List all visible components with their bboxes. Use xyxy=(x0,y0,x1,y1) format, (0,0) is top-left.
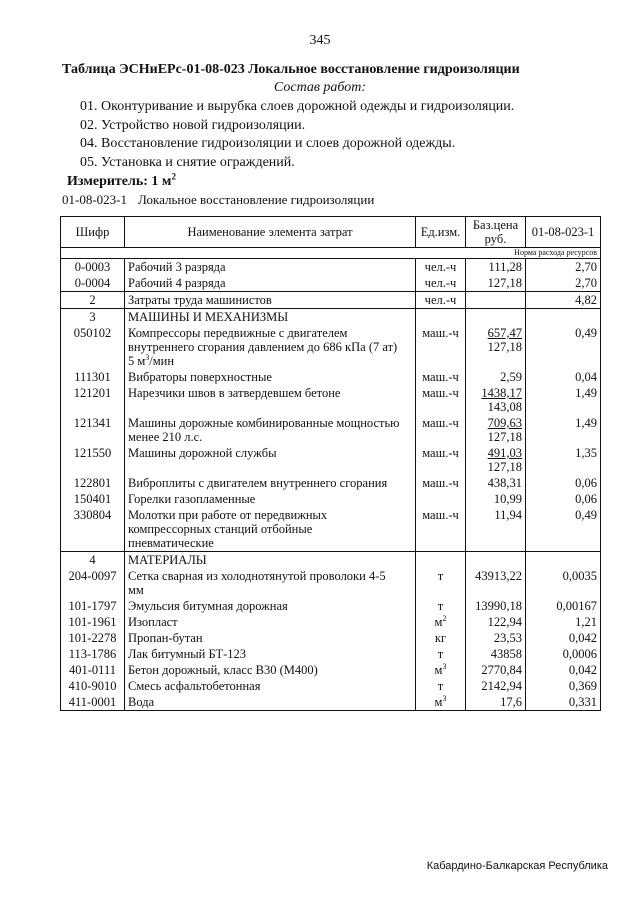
table-row xyxy=(61,678,601,694)
header-price-line2: руб. xyxy=(484,232,507,246)
table-row xyxy=(61,369,601,385)
cell-price: 491,03 127,18 xyxy=(466,445,526,475)
cell-value: 0,042 xyxy=(526,662,601,678)
cell-value: 0,49 xyxy=(526,325,601,369)
page-number: 345 xyxy=(309,33,331,48)
cell-price: 43858 xyxy=(466,646,526,662)
cell-price: 2142,94 xyxy=(466,678,526,694)
cell-name: Изопласт xyxy=(125,614,416,630)
cell-name: Молотки при работе от передвижных компрессорных станций отбойные пневматические xyxy=(125,507,416,552)
table-title: Таблица ЭСНиЕРс-01-08-023 Локальное восстановление гидроизоляции xyxy=(62,62,520,77)
cell-name: Рабочий 4 разряда xyxy=(125,275,416,292)
cell-unit: маш.-ч xyxy=(416,325,466,369)
cell-unit: $м^2$ xyxy=(416,614,466,630)
subtitle-code: 01-08-023-1 xyxy=(62,192,127,207)
header-name: Наименование элемента затрат xyxy=(125,217,416,248)
cell-name: Компрессоры передвижные с двигателем внутреннего сгорания давлением до 686 кПа (7 ат) 5 $м^3$/мин xyxy=(125,325,416,369)
cell-code: 101-1961 xyxy=(61,614,125,630)
cell-code: 101-2278 xyxy=(61,630,125,646)
cell-price: 13990,18 xyxy=(466,598,526,614)
cell-code: 121341 xyxy=(61,415,125,445)
table-row xyxy=(61,445,601,475)
resources-table xyxy=(60,216,601,711)
cell-price: 122,94 xyxy=(466,614,526,630)
cell-value: 2,70 xyxy=(526,275,601,292)
cell-code: 204-0097 xyxy=(61,568,125,598)
work-item: 01. Оконтуривание и вырубка слоев дорожной одежды и гидроизоляции. xyxy=(80,99,515,114)
cell-name: Нарезчики швов в затвердевшем бетоне xyxy=(125,385,416,415)
cell-name: Пропан-бутан xyxy=(125,630,416,646)
table-row xyxy=(61,630,601,646)
section-name: МАТЕРИАЛЫ xyxy=(125,552,416,569)
table-row xyxy=(61,598,601,614)
cell-price: 17,6 xyxy=(466,694,526,711)
cell-unit: чел.-ч xyxy=(416,292,466,309)
cell-value: 0,06 xyxy=(526,491,601,507)
cell-value: 0,0035 xyxy=(526,568,601,598)
cell-value: 2,70 xyxy=(526,259,601,276)
measure-label: Измеритель: 1 м xyxy=(67,174,172,189)
table-row xyxy=(61,259,601,276)
table-row xyxy=(61,662,601,678)
cell-value: 1,21 xyxy=(526,614,601,630)
table-row xyxy=(61,415,601,445)
table-row xyxy=(61,475,601,491)
cell-unit: $м^3$ xyxy=(416,662,466,678)
table-row xyxy=(61,325,601,369)
cell-code: 401-0111 xyxy=(61,662,125,678)
cell-code: 411-0001 xyxy=(61,694,125,711)
cell-code: 150401 xyxy=(61,491,125,507)
cell-price: 43913,22 xyxy=(466,568,526,598)
table-row xyxy=(61,646,601,662)
cell-code: 050102 xyxy=(61,325,125,369)
header-price-line1: Баз.цена xyxy=(472,218,519,232)
norm-caption: Норма расхода ресурсов xyxy=(61,248,601,259)
work-item: 05. Установка и снятие ограждений. xyxy=(80,155,295,170)
header-unit: Ед.изм. xyxy=(416,217,466,248)
cell-code: 113-1786 xyxy=(61,646,125,662)
cell-name: Затраты труда машинистов xyxy=(125,292,416,309)
work-item: 04. Восстановление гидроизоляции и слоев дорожной одежды. xyxy=(80,136,456,151)
cell-code: 101-1797 xyxy=(61,598,125,614)
cell-name: Сетка сварная из холоднотянутой проволоки 4-5 мм xyxy=(125,568,416,598)
cell-code: 122801 xyxy=(61,475,125,491)
cell-value: 1,49 xyxy=(526,385,601,415)
cell-value: 0,0006 xyxy=(526,646,601,662)
cell-name: Виброплиты с двигателем внутреннего сгорания xyxy=(125,475,416,491)
cell-unit: маш.-ч xyxy=(416,415,466,445)
section-row xyxy=(61,552,601,569)
section-number: 3 xyxy=(61,309,125,326)
cell-value: 0,49 xyxy=(526,507,601,552)
cell-unit xyxy=(416,491,466,507)
header-norm: 01-08-023-1 xyxy=(526,217,601,248)
cell-code: 121201 xyxy=(61,385,125,415)
cell-name: Эмульсия битумная дорожная xyxy=(125,598,416,614)
cell-name: Машины дорожной службы xyxy=(125,445,416,475)
cell-value: 0,06 xyxy=(526,475,601,491)
cell-unit: маш.-ч xyxy=(416,507,466,552)
table-row xyxy=(61,385,601,415)
measure-sup: 2 xyxy=(171,171,176,182)
cell-unit: $м^3$ xyxy=(416,694,466,711)
cell-value: 1,35 xyxy=(526,445,601,475)
work-composition-heading: Состав работ: xyxy=(273,80,367,95)
cell-name: Лак битумный БТ-123 xyxy=(125,646,416,662)
norm-caption-row xyxy=(61,248,601,259)
cell-name: Вода xyxy=(125,694,416,711)
subtitle-text: Локальное восстановление гидроизоляции xyxy=(138,192,375,207)
cell-price: 1438,17 143,08 xyxy=(466,385,526,415)
section-name: МАШИНЫ И МЕХАНИЗМЫ xyxy=(125,309,416,326)
cell-unit: кг xyxy=(416,630,466,646)
cell-code: 111301 xyxy=(61,369,125,385)
cell-price: 438,31 xyxy=(466,475,526,491)
table-row xyxy=(61,568,601,598)
footer-region: Кабардино-Балкарская Республика xyxy=(426,860,608,872)
cell-price: 2770,84 xyxy=(466,662,526,678)
cell-price: 10,99 xyxy=(466,491,526,507)
cell-unit: т xyxy=(416,568,466,598)
cell-price: 657,47 127,18 xyxy=(466,325,526,369)
cell-price: 709,63 127,18 xyxy=(466,415,526,445)
cell-code: 410-9010 xyxy=(61,678,125,694)
cell-unit: т xyxy=(416,646,466,662)
cell-unit: т xyxy=(416,598,466,614)
cell-name: Вибраторы поверхностные xyxy=(125,369,416,385)
work-item: 02. Устройство новой гидроизоляции. xyxy=(80,118,306,133)
cell-name: Смесь асфальтобетонная xyxy=(125,678,416,694)
cell-value: 0,331 xyxy=(526,694,601,711)
table-row xyxy=(61,614,601,630)
cell-price: 111,28 xyxy=(466,259,526,276)
cell-unit: чел.-ч xyxy=(416,275,466,292)
cell-price: 23,53 xyxy=(466,630,526,646)
cell-code: 330804 xyxy=(61,507,125,552)
table-subtitle xyxy=(62,192,374,208)
section-number: 4 xyxy=(61,552,125,569)
cell-unit: маш.-ч xyxy=(416,445,466,475)
cell-value: 0,00167 xyxy=(526,598,601,614)
cell-code: 121550 xyxy=(61,445,125,475)
table-row xyxy=(61,694,601,711)
cell-price: 127,18 xyxy=(466,275,526,292)
cell-unit: маш.-ч xyxy=(416,369,466,385)
cell-unit: маш.-ч xyxy=(416,385,466,415)
header-code: Шифр xyxy=(61,217,125,248)
cell-value: 0,369 xyxy=(526,678,601,694)
header-price xyxy=(466,217,526,248)
cell-name: Машины дорожные комбинированные мощностью менее 210 л.с. xyxy=(125,415,416,445)
cell-name: Бетон дорожный, класс В30 (М400) xyxy=(125,662,416,678)
table-header-row xyxy=(61,217,601,248)
cell-unit: чел.-ч xyxy=(416,259,466,276)
cell-value: 4,82 xyxy=(526,292,601,309)
cell-code: 0-0004 xyxy=(61,275,125,292)
cell-value: 0,042 xyxy=(526,630,601,646)
table-row xyxy=(61,507,601,552)
cell-value: 0,04 xyxy=(526,369,601,385)
cell-code: 2 xyxy=(61,292,125,309)
measure-unit xyxy=(67,171,176,190)
table-row xyxy=(61,275,601,292)
cell-name: Горелки газопламенные xyxy=(125,491,416,507)
cell-unit: маш.-ч xyxy=(416,475,466,491)
cell-value: 1,49 xyxy=(526,415,601,445)
cell-code: 0-0003 xyxy=(61,259,125,276)
cell-price xyxy=(466,292,526,309)
table-row xyxy=(61,292,601,309)
table-row xyxy=(61,491,601,507)
cell-name: Рабочий 3 разряда xyxy=(125,259,416,276)
cell-unit: т xyxy=(416,678,466,694)
cell-price: 2,59 xyxy=(466,369,526,385)
cell-price: 11,94 xyxy=(466,507,526,552)
section-row xyxy=(61,309,601,326)
